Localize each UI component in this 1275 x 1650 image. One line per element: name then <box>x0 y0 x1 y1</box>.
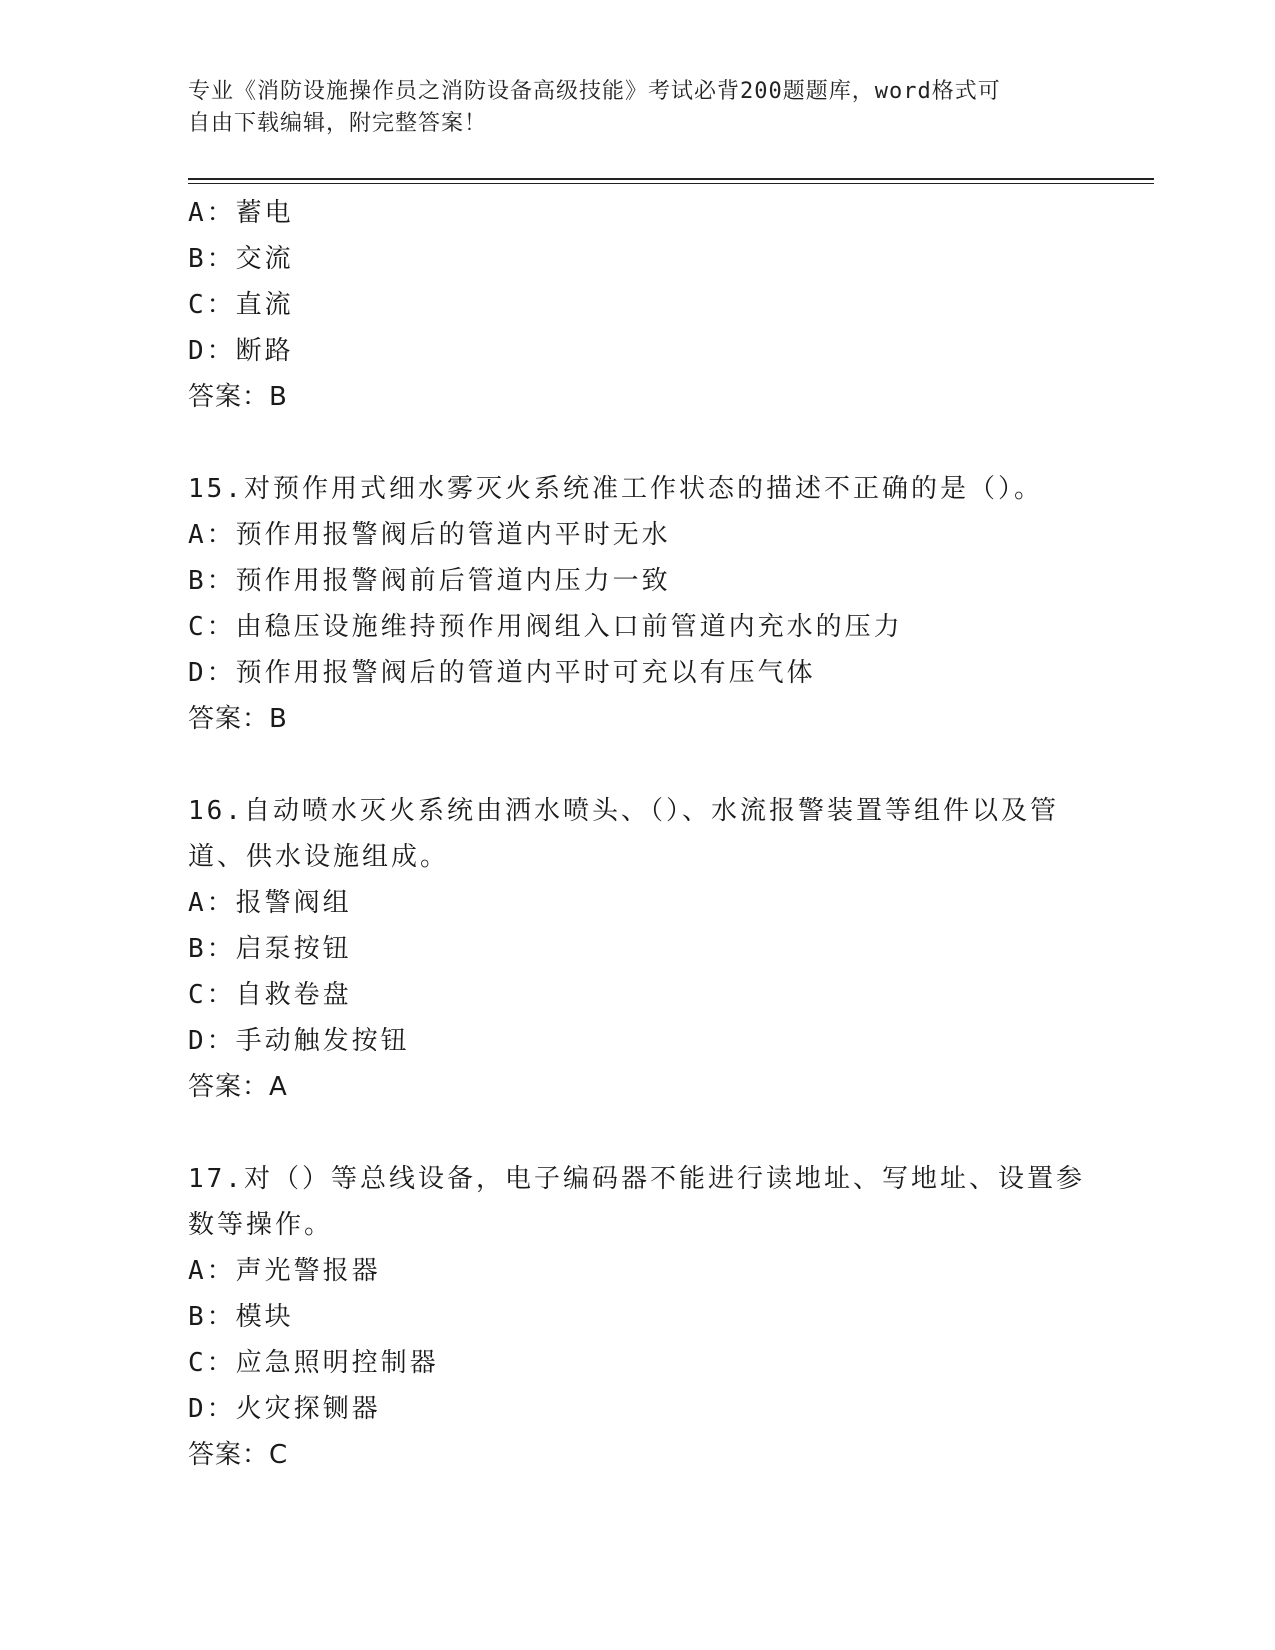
option-c: C：应急照明控制器 <box>188 1348 439 1378</box>
question-stem-line-1: 16.自动喷水灭火系统由洒水喷头、（）、水流报警装置等组件以及管 <box>188 796 1059 826</box>
spacer <box>188 1110 1088 1156</box>
question-stem-line-1: 17.对（）等总线设备，电子编码器不能进行读地址、写地址、设置参 <box>188 1164 1085 1194</box>
answer-line: 答案：B <box>188 382 288 412</box>
header-rule-thin <box>188 183 1154 184</box>
question-block-14 <box>188 190 1088 420</box>
option-a: A：蓄电 <box>188 198 294 228</box>
option-c: C：直流 <box>188 290 294 320</box>
option-d: D：预作用报警阀后的管道内平时可充以有压气体 <box>188 658 816 688</box>
question-list <box>188 190 1088 1478</box>
option-d: D：火灾探铡器 <box>188 1394 381 1424</box>
header-rule-thick <box>188 178 1154 180</box>
answer-line: 答案：B <box>188 704 288 734</box>
question-stem-line-2: 数等操作。 <box>188 1210 334 1240</box>
answer-line: 答案：C <box>188 1440 289 1470</box>
option-c: C：由稳压设施维持预作用阀组入口前管道内充水的压力 <box>188 612 903 642</box>
option-d: D：手动触发按钮 <box>188 1026 410 1056</box>
question-block-17 <box>188 1156 1088 1478</box>
option-c: C：自救卷盘 <box>188 980 352 1010</box>
option-b: B：模块 <box>188 1302 294 1332</box>
spacer <box>188 742 1088 788</box>
answer-line: 答案：A <box>188 1072 288 1102</box>
question-stem-line-2: 道、供水设施组成。 <box>188 842 450 872</box>
document-header <box>188 76 1088 140</box>
header-line-1: 专业《消防设施操作员之消防设备高级技能》考试必背200题题库，word格式可 <box>188 79 1001 104</box>
option-b: B：交流 <box>188 244 294 274</box>
option-d: D：断路 <box>188 336 294 366</box>
question-block-15 <box>188 466 1088 742</box>
option-b: B：启泵按钮 <box>188 934 352 964</box>
option-a: A：报警阀组 <box>188 888 352 918</box>
option-a: A：声光警报器 <box>188 1256 381 1286</box>
spacer <box>188 420 1088 466</box>
option-b: B：预作用报警阀前后管道内压力一致 <box>188 566 671 596</box>
question-stem: 15.对预作用式细水雾灭火系统准工作状态的描述不正确的是（）。 <box>188 474 1043 504</box>
option-a: A：预作用报警阀后的管道内平时无水 <box>188 520 671 550</box>
question-block-16 <box>188 788 1088 1110</box>
header-line-2: 自由下载编辑，附完整答案！ <box>188 111 488 136</box>
